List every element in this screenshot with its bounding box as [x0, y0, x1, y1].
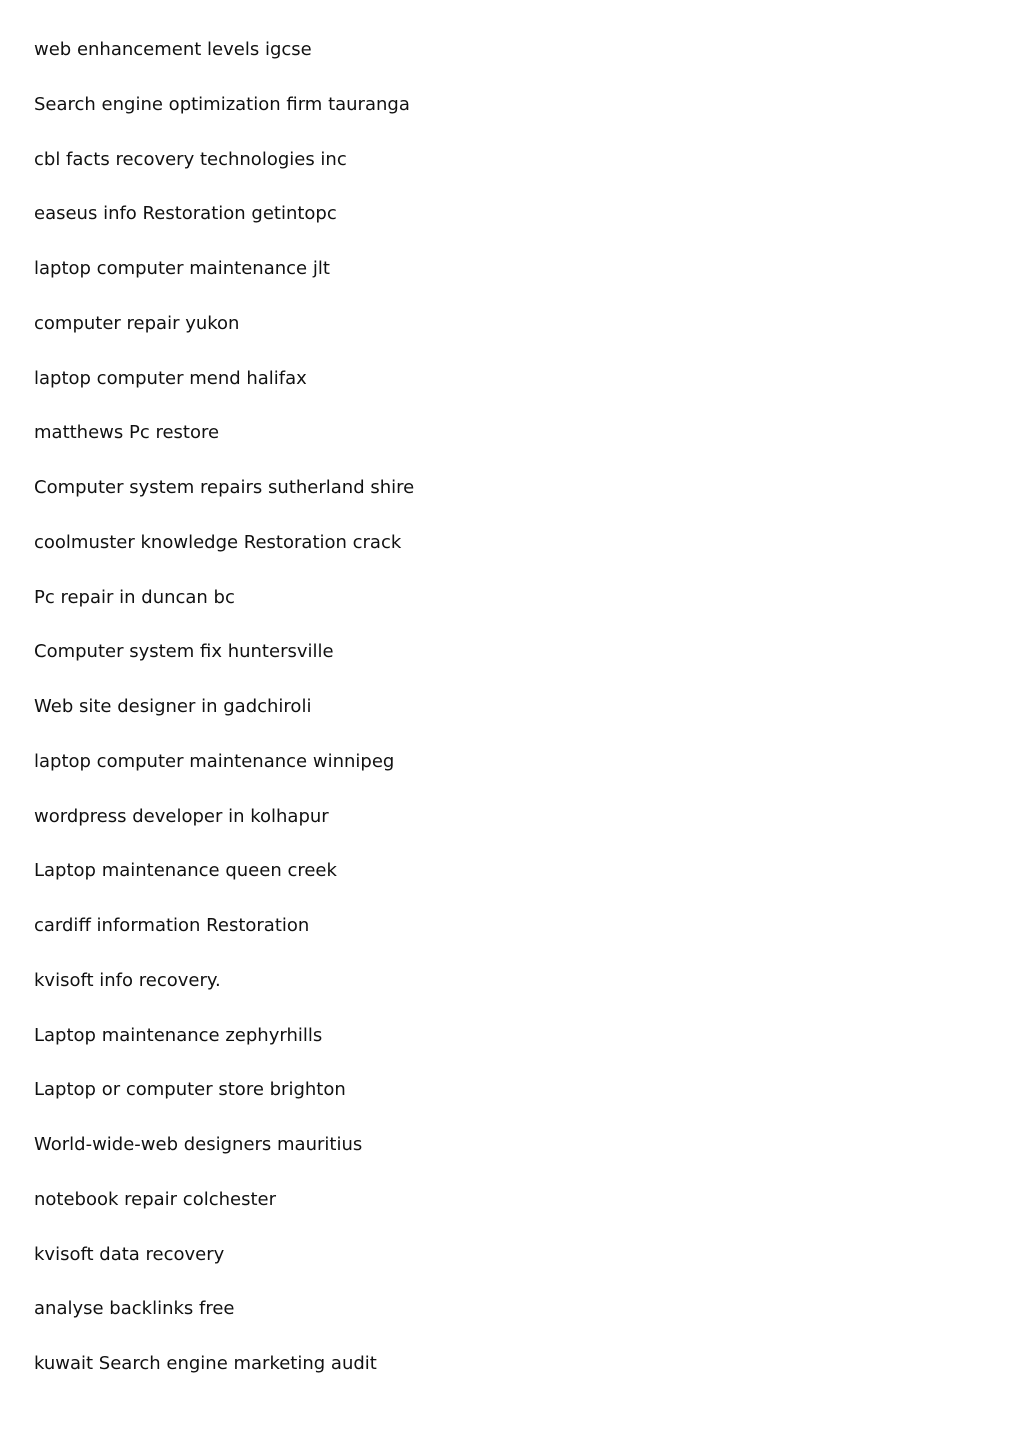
text-line: laptop computer mend halifax [34, 367, 307, 389]
text-line: Search engine optimization firm tauranga [34, 93, 410, 115]
text-line: cbl facts recovery technologies inc [34, 148, 347, 170]
text-line: cardiff information Restoration [34, 915, 310, 936]
text-line: computer repair yukon [34, 312, 240, 334]
text-line: World-wide-web designers mauritius [34, 1134, 363, 1155]
text-line: Laptop maintenance zephyrhills [34, 1024, 323, 1046]
text-line-list [34, 36, 974, 1405]
text-line: Web site designer in gadchiroli [34, 696, 312, 717]
text-line: web enhancement levels igcse [34, 39, 312, 60]
text-line: kvisoft data recovery [34, 1243, 225, 1265]
text-line: Computer system repairs sutherland shire [34, 477, 415, 498]
text-line: Pc repair in duncan bc [34, 586, 235, 608]
text-line: matthews Pc restore [34, 422, 220, 444]
text-line: Computer system fix huntersville [34, 641, 334, 663]
text-line: laptop computer maintenance jlt [34, 258, 330, 279]
text-line: kvisoft info recovery. [34, 969, 221, 991]
text-line: kuwait Search engine marketing audit [34, 1353, 377, 1374]
text-line: Laptop or computer store brighton [34, 1079, 346, 1101]
text-line: wordpress developer in kolhapur [34, 805, 329, 827]
text-line: notebook repair colchester [34, 1188, 277, 1210]
text-line: Laptop maintenance queen creek [34, 860, 337, 882]
text-line: coolmuster knowledge Restoration crack [34, 531, 402, 553]
text-line: analyse backlinks free [34, 1298, 235, 1320]
text-line: easeus info Restoration getintopc [34, 203, 337, 225]
text-line: laptop computer maintenance winnipeg [34, 750, 395, 772]
